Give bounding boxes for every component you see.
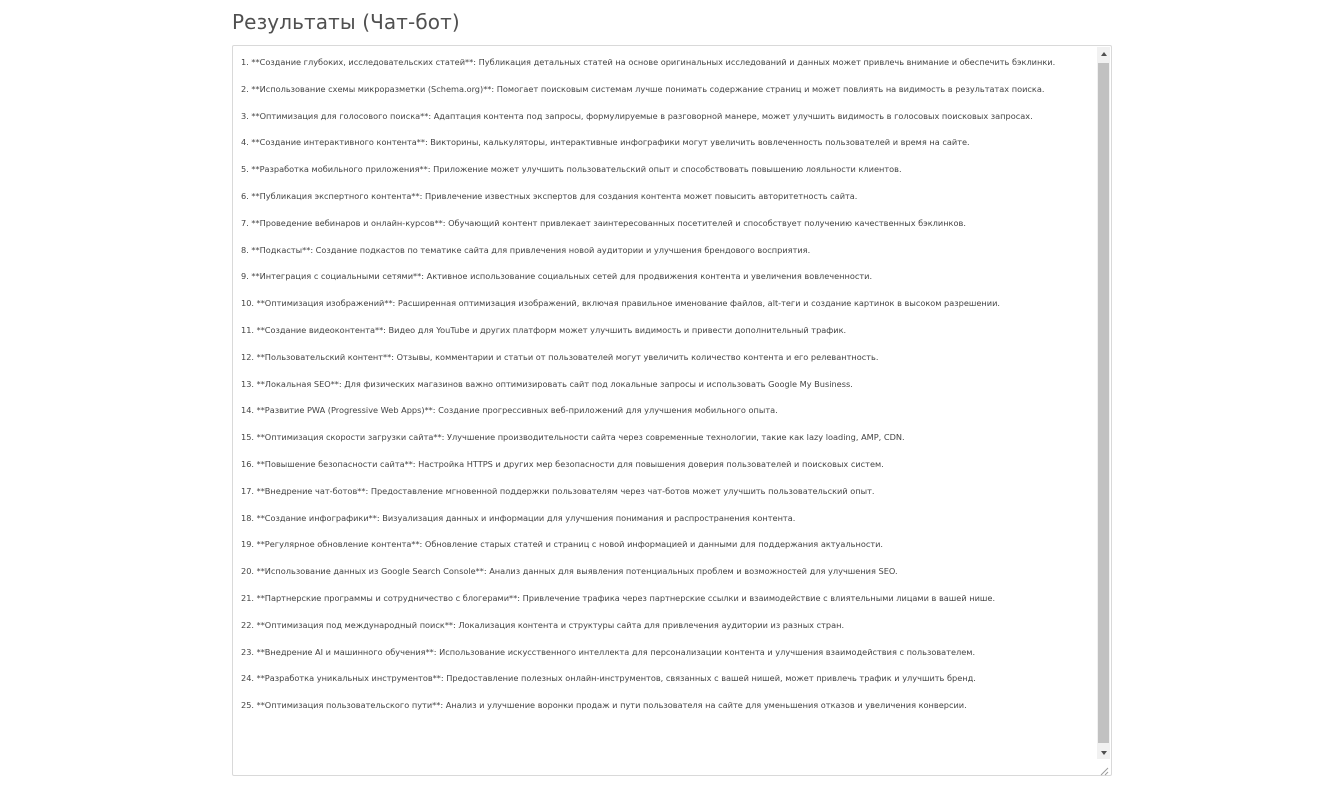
result-item: 4. **Создание интерактивного контента**: Викторины, калькуляторы, интерактивные инфографики могут увеличить вовлеченность пользователей и время на сайте.: [241, 137, 970, 148]
result-item: 1. **Создание глубоких, исследовательских статей**: Публикация детальных статей на основе оригинальных исследований и данных может привлечь внимание и обеспечить бэклинки.: [241, 57, 1056, 67]
resize-grip-icon[interactable]: [1099, 763, 1109, 773]
chevron-down-icon[interactable]: [1097, 746, 1110, 759]
result-item: 8. **Подкасты**: Создание подкастов по тематике сайта для привлечения новой аудитории и улучшения брендового восприятия.: [241, 244, 811, 255]
result-item: 9. **Интеграция с социальными сетями**: Активное использование социальных сетей для продвижения контента и увеличения вовлеченности.: [241, 271, 873, 282]
result-item: 23. **Внедрение AI и машинного обучения**: Использование искусственного интеллекта для персонализации контента и улучшения взаимодействия с пользователем.: [241, 646, 976, 657]
result-item: 22. **Оптимизация под международный поиск**: Локализация контента и структуры сайта для привлечения аудитории из разных стран.: [241, 619, 845, 630]
result-item: 14. **Развитие PWA (Progressive Web Apps)**: Создание прогрессивных веб-приложений для улучшения мобильного опыта.: [241, 405, 778, 416]
result-item: 7. **Проведение вебинаров и онлайн-курсов**: Обучающий контент привлекает заинтересованных посетителей и способствует получению качественных бэклинков.: [241, 217, 966, 228]
result-item: 2. **Использование схемы микроразметки (Schema.org)**: Помогает поисковым системам лучше понимать содержание страниц и может повлиять на видимость в результатах поиска.: [241, 83, 1045, 94]
result-item: 25. **Оптимизация пользовательского пути**: Анализ и улучшение воронки продаж и пути пользователя на сайте для уменьшения отказов и увеличения конверсии.: [241, 700, 967, 711]
scrollbar-thumb[interactable]: [1098, 63, 1109, 743]
result-item: 24. **Разработка уникальных инструментов**: Предоставление полезных онлайн-инструментов, связанных с вашей нишей, может привлечь трафик и улучшить бренд.: [241, 673, 976, 684]
results-heading: Результаты (Чат-бот): [232, 10, 460, 34]
result-item: 21. **Партнерские программы и сотрудничество с блогерами**: Привлечение трафика через партнерские ссылки и взаимодействие с влиятельными лицами в вашей нише.: [241, 592, 996, 603]
result-item: 12. **Пользовательский контент**: Отзывы, комментарии и статьи от пользователей могут увеличить количество контента и его релевантность.: [241, 351, 879, 362]
result-item: 19. **Регулярное обновление контента**: Обновление старых статей и страниц с новой информацией и данными для поддержания актуальности.: [241, 539, 884, 550]
chevron-up-icon[interactable]: [1097, 47, 1110, 60]
result-item: 18. **Создание инфографики**: Визуализация данных и информации для улучшения понимания и распространения контента.: [241, 512, 796, 523]
result-item: 16. **Повышение безопасности сайта**: Настройка HTTPS и других мер безопасности для повышения доверия пользователей и поисковых систем.: [241, 458, 884, 469]
result-item: 20. **Использование данных из Google Search Console**: Анализ данных для выявления потенциальных проблем и возможностей для улучшения SEO.: [241, 566, 898, 577]
result-item: 15. **Оптимизация скорости загрузки сайта**: Улучшение производительности сайта через современные технологии, такие как lazy loading, AMP, CDN.: [241, 432, 905, 443]
result-item: 3. **Оптимизация для голосового поиска**: Адаптация контента под запросы, формулируемые в разговорной манере, может улучшить видимость в голосовых поисковых запросах.: [241, 110, 1033, 121]
result-item: 5. **Разработка мобильного приложения**: Приложение может улучшить пользовательский опыт и способствовать повышению лояльности клиентов.: [241, 164, 902, 175]
results-content[interactable]: [241, 56, 1089, 765]
result-item: 11. **Создание видеоконтента**: Видео для YouTube и других платформ может улучшить видимость и привести дополнительный трафик.: [241, 324, 847, 335]
results-textarea[interactable]: [232, 45, 1112, 776]
result-item: 6. **Публикация экспертного контента**: Привлечение известных экспертов для создания контента может повысить авторитетность сайта.: [241, 190, 858, 201]
result-item: 17. **Внедрение чат-ботов**: Предоставление мгновенной поддержки пользователям через чат-ботов может улучшить пользовательский опыт.: [241, 485, 875, 496]
vertical-scrollbar[interactable]: [1097, 47, 1110, 759]
result-item: 10. **Оптимизация изображений**: Расширенная оптимизация изображений, включая правильное именование файлов, alt-теги и создание картинок в высоком разрешении.: [241, 298, 1000, 309]
result-item: 13. **Локальная SEO**: Для физических магазинов важно оптимизировать сайт под локальные запросы и использовать Google My Business.: [241, 378, 853, 389]
